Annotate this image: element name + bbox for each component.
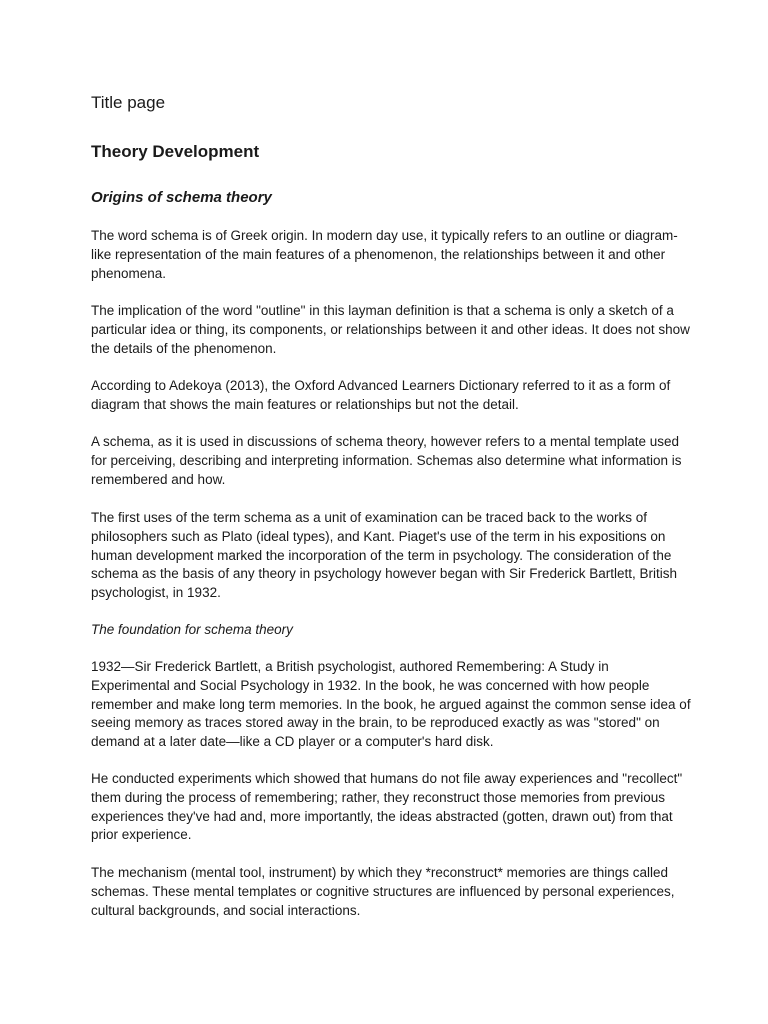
paragraph: According to Adekoya (2013), the Oxford Advanced Learners Dictionary referred to it as a form of diagram that shows the main features or relationships but not the detail.	[91, 378, 671, 412]
paragraph: He conducted experiments which showed that humans do not file away experiences and "recollect" them during the process of remembering; rather, they reconstruct those memories from previous experiences they've had and, more importantly, the ideas abstracted (gotten, drawn out) from that prior experience.	[91, 771, 683, 843]
paragraph: A schema, as it is used in discussions of schema theory, however refers to a mental template used for perceiving, describing and interpreting information. Schemas also determine what information is remembered and how.	[91, 434, 682, 487]
paragraph: The word schema is of Greek origin. In modern day use, it typically refers to an outline or diagram-like representation of the main features of a phenomenon, the relationships between it and other phenomena.	[91, 228, 678, 281]
section-heading: Origins of schema theory	[91, 189, 272, 206]
paragraph: The mechanism (mental tool, instrument) by which they *reconstruct* memories are things called schemas. These mental templates or cognitive structures are influenced by personal experiences, cultural backgrounds, and social interactions.	[91, 865, 675, 918]
document-heading: Theory Development	[91, 142, 260, 161]
subsection-heading: The foundation for schema theory	[91, 622, 293, 637]
title-page-label: Title page	[91, 93, 166, 112]
paragraph: 1932—Sir Frederick Bartlett, a British psychologist, authored Remembering: A Study in Experimental and Social Psychology in 1932. In the book, he was concerned with how people remember and make long term memories. In the book, he argued against the common sense idea of seeing memory as traces stored away in the brain, to be reproduced exactly as was "stored" on demand at a later date—like a CD player or a computer's hard disk.	[91, 659, 691, 750]
paragraph: The implication of the word "outline" in this layman definition is that a schema is only a sketch of a particular idea or thing, its components, or relationships between it and other ideas. It does not show the details of the phenomenon.	[91, 303, 690, 356]
paragraph: The first uses of the term schema as a unit of examination can be traced back to the works of philosophers such as Plato (ideal types), and Kant. Piaget's use of the term in his expositions on human development marked the incorporation of the term in psychology. The consideration of the schema as the basis of any theory in psychology however began with Sir Frederick Bartlett, British psychologist, in 1932.	[91, 510, 678, 601]
